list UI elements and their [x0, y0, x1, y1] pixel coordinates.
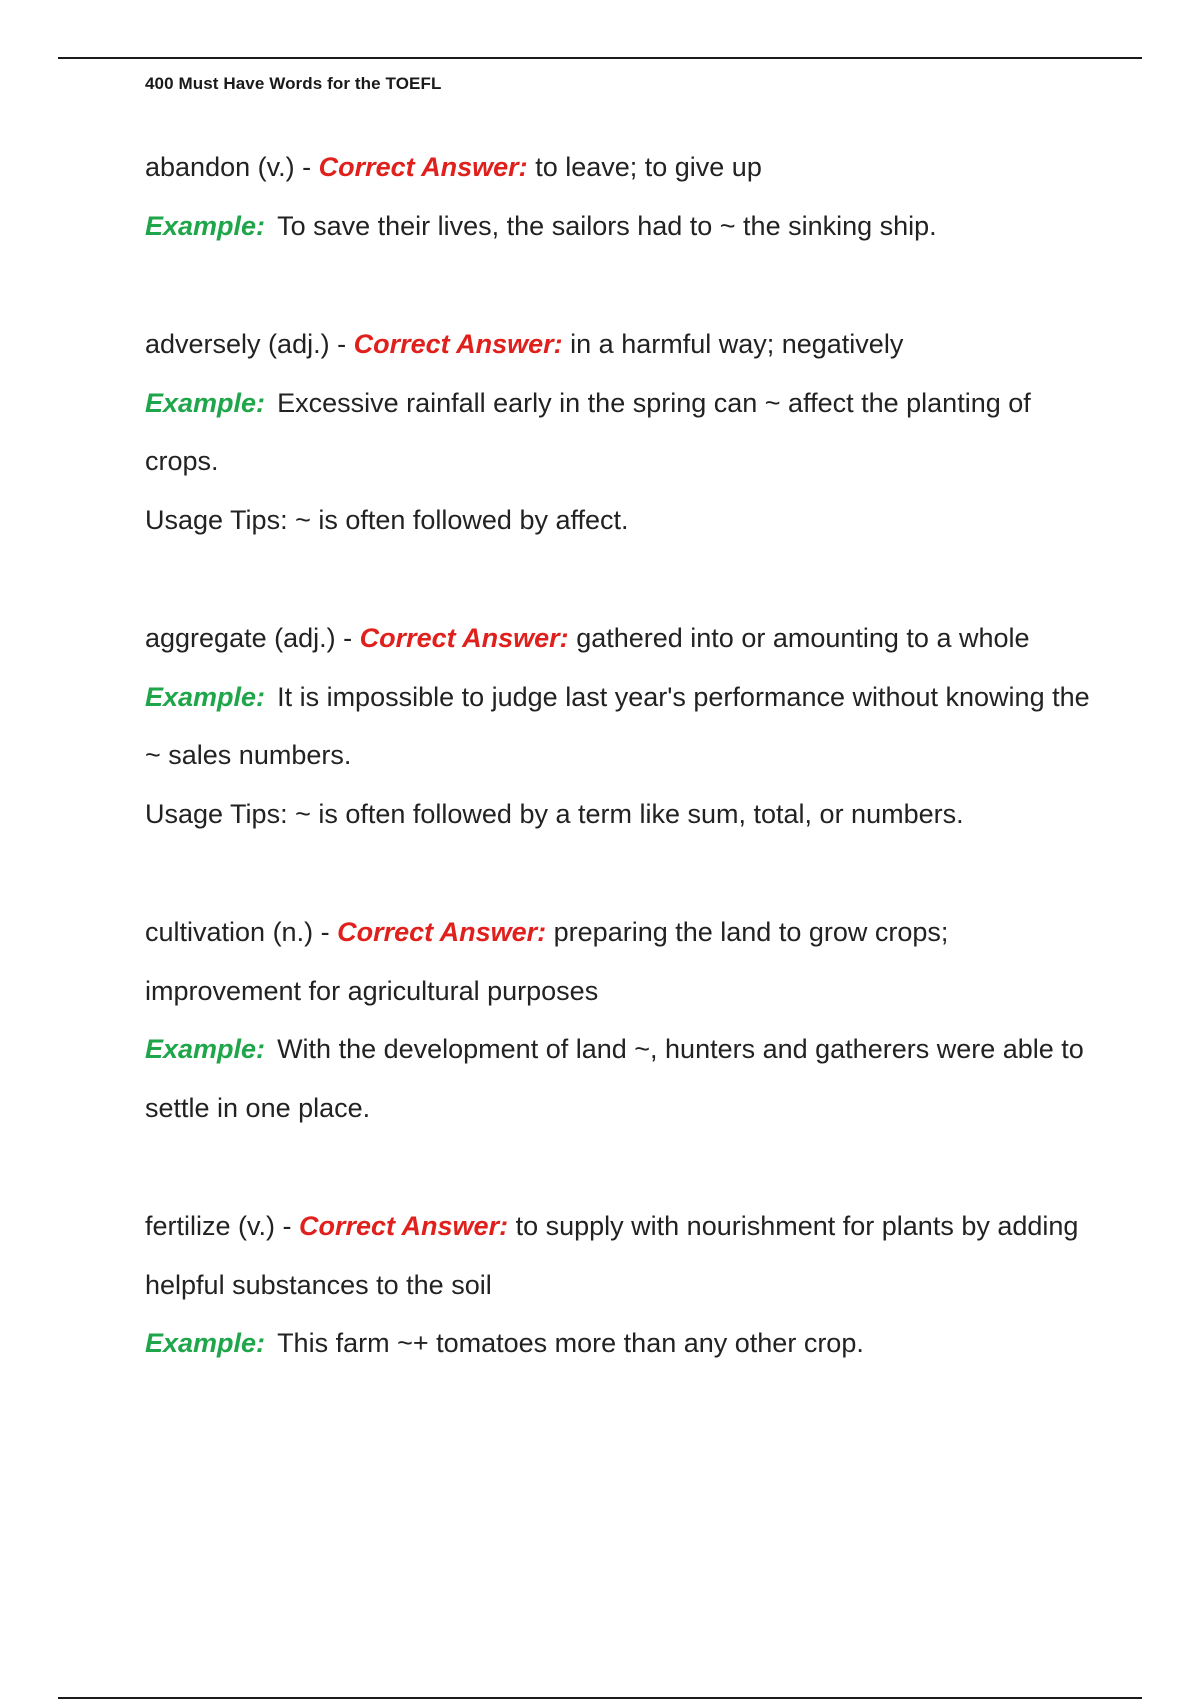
example-label: Example:	[145, 210, 266, 241]
separator: -	[313, 917, 338, 947]
example-text: To save their lives, the sailors had to ~ the sinking ship.	[277, 210, 937, 241]
correct-answer-label: Correct Answer:	[353, 329, 563, 359]
header-rule	[58, 57, 1142, 59]
example-line	[145, 1314, 1095, 1373]
example-label: Example:	[145, 387, 266, 418]
separator: -	[294, 152, 319, 182]
vocabulary-entry	[145, 315, 1095, 549]
separator: -	[275, 1211, 300, 1241]
separator: -	[329, 329, 354, 359]
vocabulary-entry	[145, 609, 1095, 843]
example-line	[145, 374, 1095, 491]
definition-text: preparing the land to grow crops; improvement for agricultural purposes	[145, 917, 949, 1006]
term: cultivation (n.)	[145, 917, 314, 947]
definition-line	[145, 138, 1095, 197]
example-label: Example:	[145, 1034, 266, 1064]
usage-tip: Usage Tips: ~ is often followed by a term like sum, total, or numbers.	[145, 798, 964, 829]
example-text: Excessive rainfall early in the spring can ~ affect the planting of crops.	[145, 387, 1031, 476]
example-text: With the development of land ~, hunters and gatherers were able to settle in one place.	[145, 1034, 1084, 1123]
example-text: It is impossible to judge last year's performance without knowing the ~ sales numbers.	[145, 681, 1090, 770]
vocabulary-entry	[145, 138, 1095, 255]
definition-text: in a harmful way; negatively	[570, 329, 904, 359]
example-line	[145, 197, 1095, 256]
term: abandon (v.)	[145, 152, 295, 182]
definition-text: gathered into or amounting to a whole	[576, 623, 1030, 653]
correct-answer-label: Correct Answer:	[299, 1211, 509, 1241]
usage-tip: Usage Tips: ~ is often followed by affect.	[145, 504, 629, 535]
term: fertilize (v.)	[145, 1211, 276, 1241]
vocabulary-list	[145, 138, 1095, 1433]
example-line	[145, 1020, 1095, 1137]
correct-answer-label: Correct Answer:	[318, 152, 528, 182]
definition-text: to supply with nourishment for plants by adding helpful substances to the soil	[145, 1211, 1079, 1300]
correct-answer-label: Correct Answer:	[337, 917, 547, 947]
definition-line	[145, 903, 1095, 1020]
page-header-title: 400 Must Have Words for the TOEFL	[145, 74, 442, 93]
example-label: Example:	[145, 1328, 266, 1358]
term: aggregate (adj.)	[145, 623, 336, 653]
example-line	[145, 668, 1095, 785]
definition-line	[145, 1197, 1095, 1314]
example-label: Example:	[145, 681, 266, 712]
vocabulary-entry	[145, 903, 1095, 1137]
definition-line	[145, 315, 1095, 374]
separator: -	[335, 623, 360, 653]
term: adversely (adj.)	[145, 329, 330, 359]
vocabulary-entry	[145, 1197, 1095, 1373]
correct-answer-label: Correct Answer:	[359, 623, 569, 653]
definition-line	[145, 609, 1095, 668]
footer-rule	[58, 1697, 1142, 1699]
definition-text: to leave; to give up	[535, 152, 762, 182]
example-text: This farm ~+ tomatoes more than any other crop.	[277, 1328, 864, 1358]
